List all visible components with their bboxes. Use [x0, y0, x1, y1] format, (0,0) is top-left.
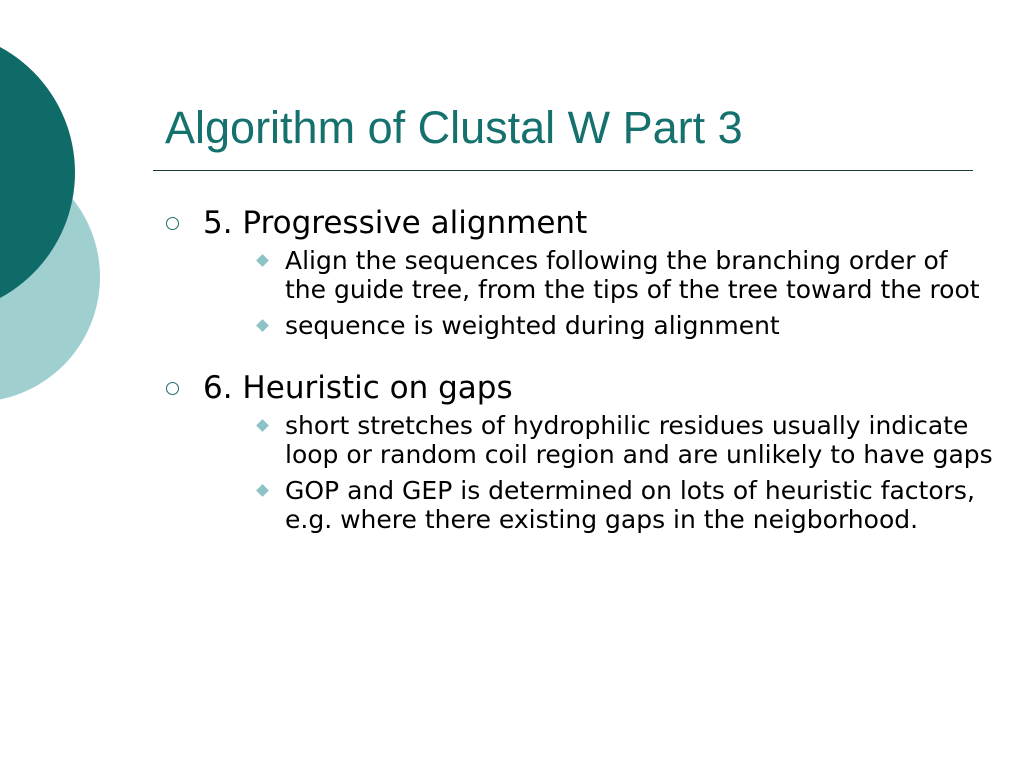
sub-bullet-item — [203, 311, 995, 340]
sub-bullet-text: Align the sequences following the branching order of the guide tree, from the tips of the tree toward the root — [285, 246, 980, 304]
sub-bullet-text: short stretches of hydrophilic residues usually indicate loop or random coil region and are unlikely to have gaps — [285, 411, 993, 469]
hollow-circle-bullet-icon — [166, 382, 179, 395]
slide-title: Algorithm of Clustal W Part 3 — [165, 102, 743, 153]
sub-bullet-item — [203, 476, 995, 534]
sub-bullet-item — [203, 246, 995, 304]
diamond-bullet-icon — [256, 484, 269, 497]
section-heuristic-on-gaps — [165, 368, 995, 534]
hollow-circle-bullet-icon — [166, 217, 179, 230]
sub-bullet-text: GOP and GEP is determined on lots of heuristic factors, e.g. where there existing gaps in the neigborhood. — [285, 476, 975, 534]
diamond-bullet-icon — [256, 254, 269, 267]
diamond-bullet-icon — [256, 419, 269, 432]
section-heading: 5. Progressive alignment — [203, 205, 588, 241]
section-heading: 6. Heuristic on gaps — [203, 370, 513, 406]
sub-bullet-list — [203, 246, 995, 340]
sub-bullet-text: sequence is weighted during alignment — [285, 311, 780, 340]
sub-bullet-item — [203, 411, 995, 469]
title-divider — [153, 170, 973, 171]
section-progressive-alignment — [165, 203, 995, 340]
diamond-bullet-icon — [256, 319, 269, 332]
sub-bullet-list — [203, 411, 995, 534]
slide-body — [165, 203, 995, 534]
